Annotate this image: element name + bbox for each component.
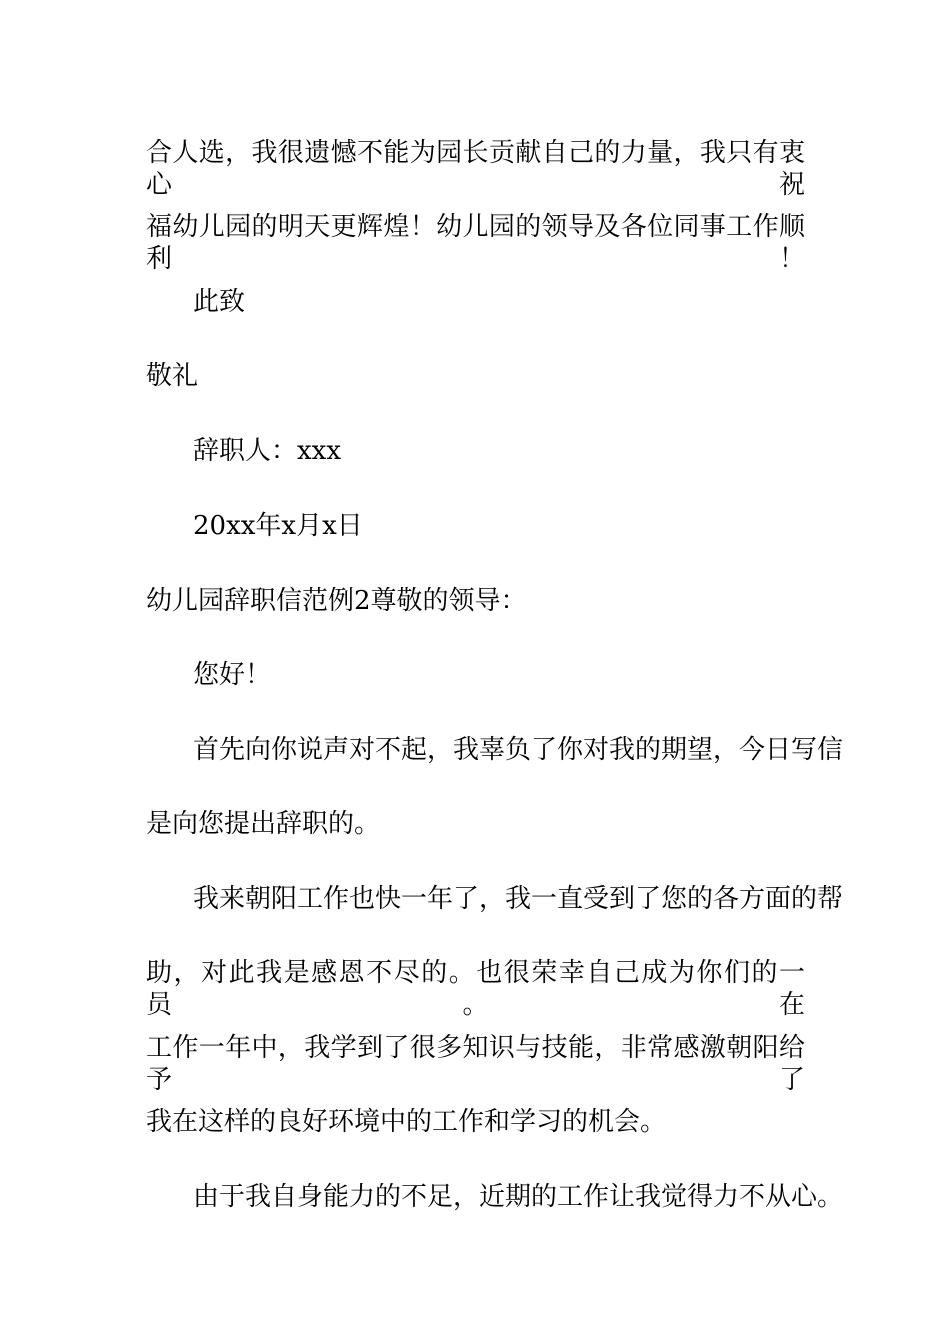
paragraph-3-line-3: 工作一年中，我学到了很多知识与技能，非常感激朝阳给予了 — [146, 1033, 805, 1095]
paragraph-2-line-2: 是向您提出辞职的。 — [146, 809, 381, 839]
paragraph-1-line-2: 福幼儿园的明天更辉煌！幼儿园的领导及各位同事工作顺利！ — [146, 212, 805, 274]
closing-text: 此致 — [193, 287, 246, 317]
paragraph-4-line-1: 由于我自身能力的不足，近期的工作让我觉得力不从心。 — [193, 1182, 844, 1212]
greeting-text: 您好！ — [193, 660, 272, 690]
salute-text: 敬礼 — [146, 361, 199, 391]
paragraph-3-line-1: 我来朝阳工作也快一年了，我一直受到了您的各方面的帮 — [193, 884, 844, 914]
paragraph-3-line-4: 我在这样的良好环境中的工作和学习的机会。 — [146, 1107, 667, 1137]
date-line: 20xx年x月x日 — [193, 511, 363, 541]
signature-line: 辞职人：xxx — [193, 436, 341, 466]
paragraph-2-line-1: 首先向你说声对不起，我辜负了你对我的期望，今日写信 — [193, 735, 844, 765]
section-2-heading: 幼儿园辞职信范例2尊敬的领导： — [146, 586, 527, 616]
paragraph-1-line-1: 合人选，我很遗憾不能为园长贡献自己的力量，我只有衷心祝 — [146, 138, 805, 200]
paragraph-3-line-2: 助，对此我是感恩不尽的。也很荣幸自己成为你们的一员。在 — [146, 958, 805, 1020]
